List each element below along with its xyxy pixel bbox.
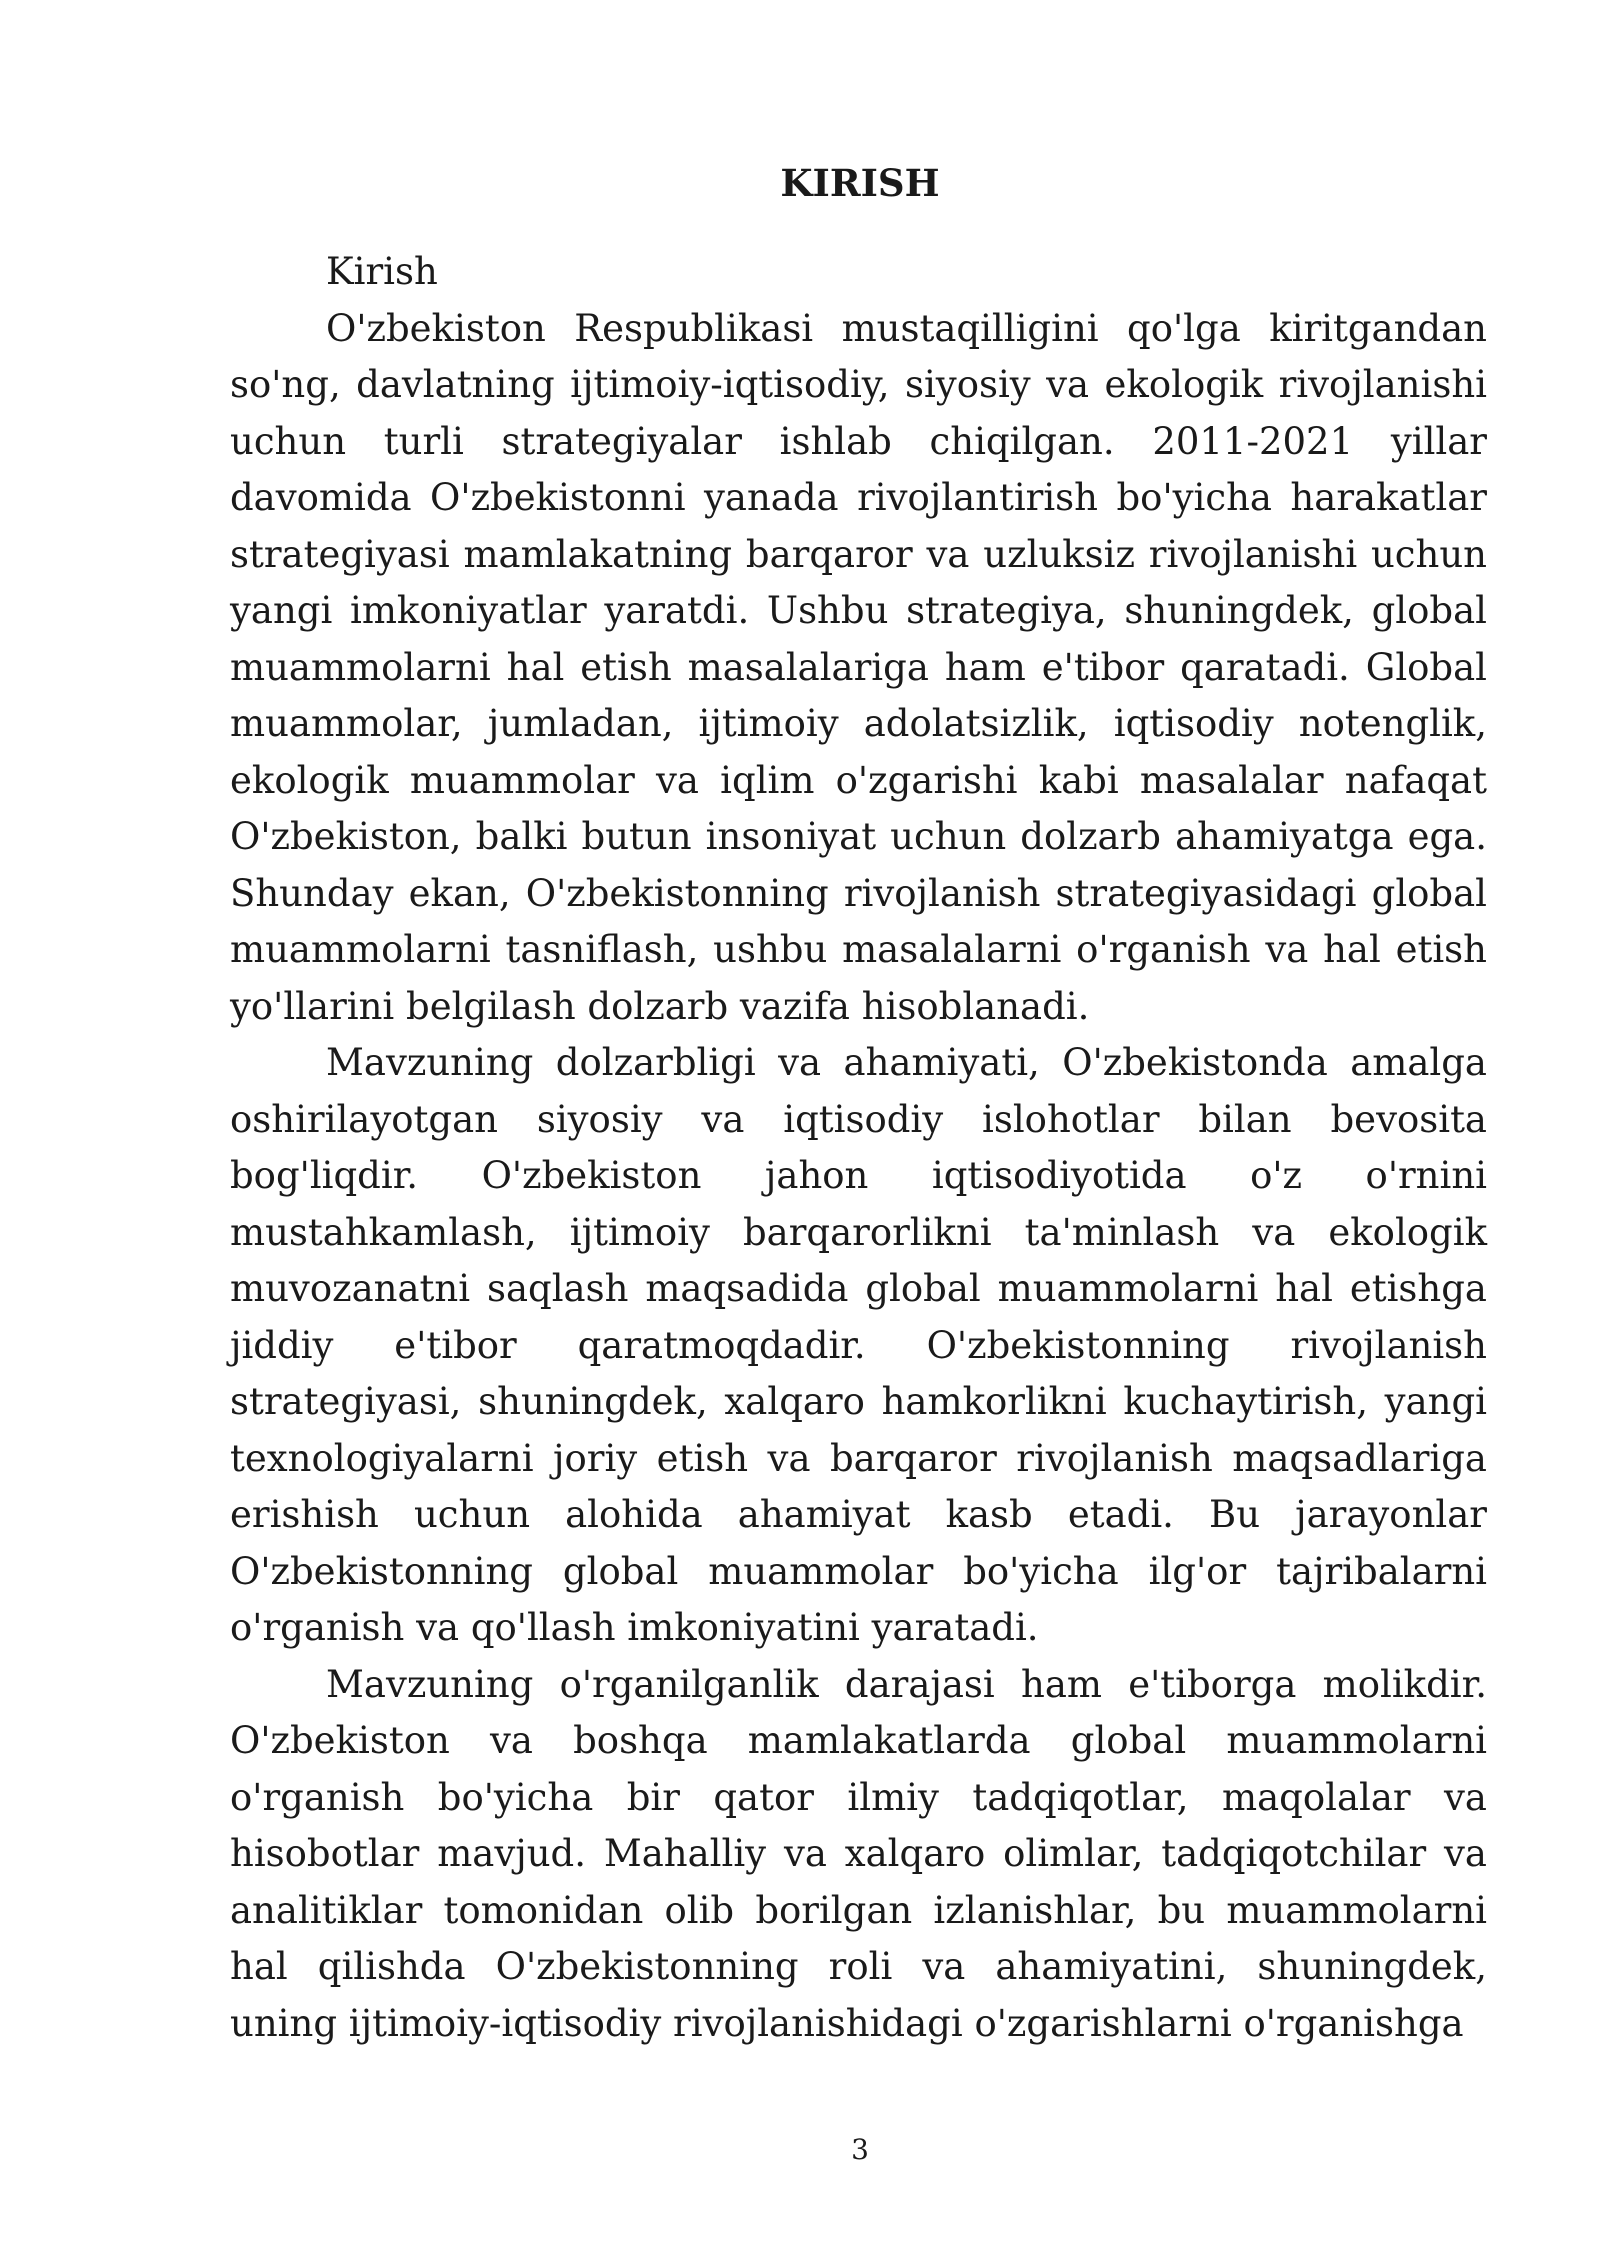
body-text <box>230 244 1487 2052</box>
page-number: 3 <box>851 2133 869 2166</box>
page-title: KIRISH <box>780 161 940 205</box>
paragraph-intro: O'zbekiston Respublikasi mustaqilligini qo'lga kiritgandan so'ng, davlatning ijtimoiy-iqtisodiy, siyosiy va ekologik rivojlanishi uchun turli strategiyalar ishlab chiqilgan. 2011-2021 yillar davomida O'zbekistonni yanada rivojlantirish bo'yicha harakatlar strategiyasi mamlakatning barqaror va uzluksiz rivojlanishi uchun yangi imkoniyatlar yaratdi. Ushbu strategiya, shuningdek, global muammolarni hal etish masalalariga ham e'tibor qaratadi. Global muammolar, jumladan, ijtimoiy adolatsizlik, iqtisodiy notenglik, ekologik muammolar va iqlim o'zgarishi kabi masalalar nafaqat O'zbekiston, balki butun insoniyat uchun dolzarb ahamiyatga ega. Shunday ekan, O'zbekistonning rivojlanish strategiyasidagi global muammolarni tasniflash, ushbu masalalarni o'rganish va hal etish yo'llarini belgilash dolzarb vazifa hisoblanadi. <box>230 306 1487 1028</box>
paragraph-subheading: Kirish <box>326 250 438 293</box>
paragraph-study-level: Mavzuning o'rganilganlik darajasi ham e'tiborga molikdir. O'zbekiston va boshqa mamlakatlarda global muammolarni o'rganish bo'yicha bir qator ilmiy tadqiqotlar, maqolalar va hisobotlar mavjud. Mahalliy va xalqaro olimlar, tadqiqotchilar va analitiklar tomonidan olib borilgan izlanishlar, bu muammolarni hal qilishda O'zbekistonning roli va ahamiyatini, shuningdek, uning ijtimoiy-iqtisodiy rivojlanishidagi o'zgarishlarni o'rganishga <box>230 1662 1487 2045</box>
paragraph-relevance: Mavzuning dolzarbligi va ahamiyati, O'zbekistonda amalga oshirilayotgan siyosiy va iqtisodiy islohotlar bilan bevosita bog'liqdir. O'zbekiston jahon iqtisodiyotida o'z o'rnini mustahkamlash, ijtimoiy barqarorlikni ta'minlash va ekologik muvozanatni saqlash maqsadida global muammolarni hal etishga jiddiy e'tibor qaratmoqdadir. O'zbekistonning rivojlanish strategiyasi, shuningdek, xalqaro hamkorlikni kuchaytirish, yangi texnologiyalarni joriy etish va barqaror rivojlanish maqsadlariga erishish uchun alohida ahamiyat kasb etadi. Bu jarayonlar O'zbekistonning global muammolar bo'yicha ilg'or tajribalarni o'rganish va qo'llash imkoniyatini yaratadi. <box>230 1041 1487 1649</box>
